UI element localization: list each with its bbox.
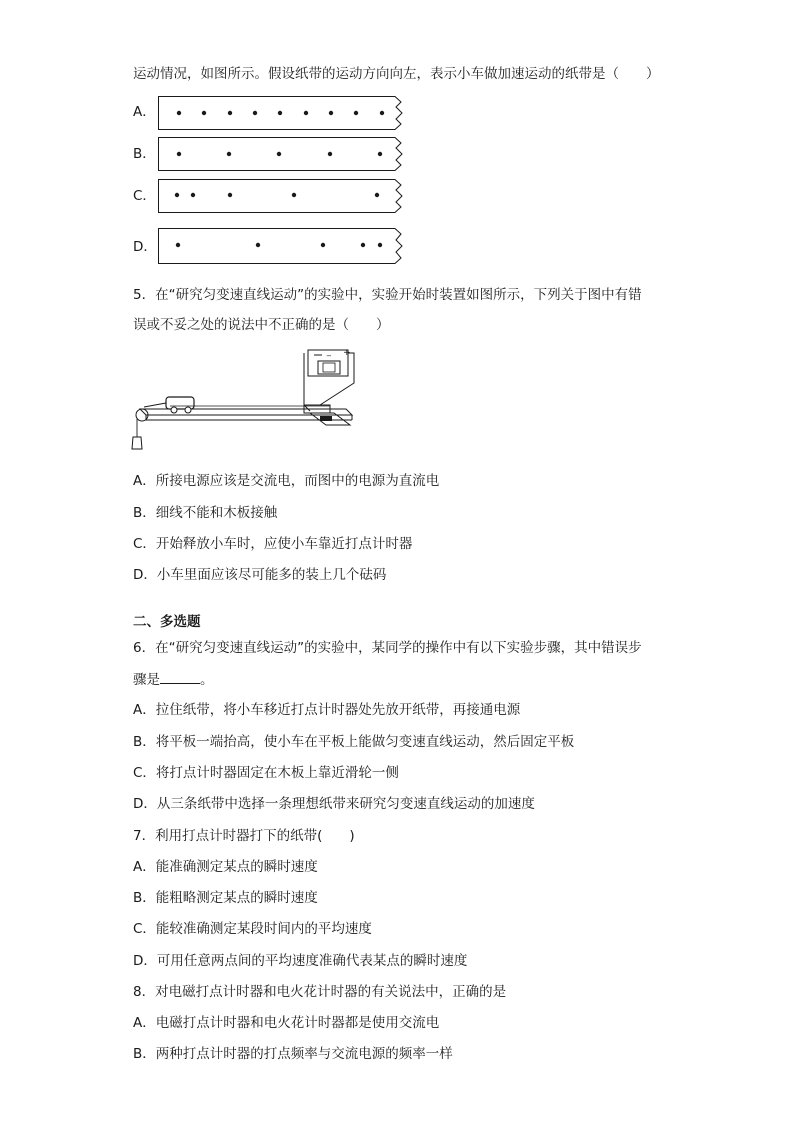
tape-dot: [277, 152, 281, 156]
tape-c-figure: [158, 177, 410, 213]
q8-stem: 8．对电磁打点计时器和电火花计时器的有关说法中，正确的是: [133, 984, 507, 1000]
q5-option-a: A．所接电源应该是交流电，而图中的电源为直流电: [133, 473, 440, 489]
section-title-multiple-choice: 二、多选题: [133, 614, 201, 630]
q7-option-d: D．可用任意两点间的平均速度准确代表某点的瞬时速度: [133, 953, 468, 969]
tape-dot: [328, 152, 332, 156]
tape-dot: [278, 111, 282, 115]
tape-dot: [361, 243, 365, 247]
tape-dot: [378, 152, 382, 156]
tape-dot: [378, 243, 382, 247]
q6-stem-prefix: 骤是: [133, 672, 160, 688]
tape-dot: [304, 111, 308, 115]
q4-stem: 运动情况，如图所示。假设纸带的运动方向向左，表示小车做加速运动的纸带是（ ）: [133, 66, 660, 82]
q4-option-a-label: A．: [133, 104, 156, 120]
tape-c-outline: [159, 180, 403, 213]
tape-dot: [292, 193, 296, 197]
tape-dot: [354, 111, 358, 115]
q6-option-a: A．拉住纸带，将小车移近打点计时器处先放开纸带，再接通电源: [133, 702, 521, 718]
q5-option-d: D．小车里面应该尽可能多的装上几个砝码: [133, 567, 387, 583]
tape-dot: [177, 152, 181, 156]
q6-option-b: B．将平板一端抬高，使小车在平板上能做匀变速直线运动，然后固定平板: [133, 734, 575, 750]
q5-option-c: C．开始释放小车时，应使小车靠近打点计时器: [133, 536, 413, 552]
q4-option-b-label: B．: [133, 146, 156, 162]
q5-stem-line1: 5．在“研究匀变速直线运动”的实验中，实验开始时装置如图所示，下列关于图中有错: [133, 287, 642, 303]
q6-stem-line1: 6．在“研究匀变速直线运动”的实验中，某同学的操作中有以下实验步骤，其中错误步: [133, 640, 642, 656]
q6-option-d: D．从三条纸带中选择一条理想纸带来研究匀变速直线运动的加速度: [133, 796, 535, 812]
q8-option-a: A．电磁打点计时器和电火花计时器都是使用交流电: [133, 1015, 440, 1031]
tape-dot: [375, 193, 379, 197]
q4-option-c-label: C．: [133, 188, 156, 204]
tape-dot: [329, 111, 333, 115]
tape-d-outline: [159, 229, 403, 264]
q5-option-b: B．细线不能和木板接触: [133, 505, 278, 521]
hanging-weight: [132, 437, 142, 449]
power-plus-terminal: +: [343, 348, 351, 358]
tape-dot: [202, 111, 206, 115]
tape-dot: [256, 243, 260, 247]
tape-dot: [321, 243, 325, 247]
q6-stem-suffix: 。: [200, 672, 214, 688]
power-minus-terminal: −: [326, 352, 332, 360]
tape-dot: [177, 111, 181, 115]
tape-a-figure: [158, 96, 410, 130]
q7-option-c: C．能较准确测定某段时间内的平均速度: [133, 921, 372, 937]
tape-dot: [253, 111, 257, 115]
tape-dot: [380, 111, 384, 115]
q7-option-b: B．能粗略测定某点的瞬时速度: [133, 890, 318, 906]
q7-stem: 7．利用打点计时器打下的纸带( ): [133, 828, 355, 844]
q8-option-b: B．两种打点计时器的打点频率与交流电源的频率一样: [133, 1046, 453, 1062]
q5-stem-line2: 误或不妥之处的说法中不正确的是（ ）: [133, 317, 390, 333]
experiment-apparatus-figure: [130, 345, 360, 460]
tape-dot: [228, 193, 232, 197]
q7-option-a: A．能准确测定某点的瞬时速度: [133, 859, 318, 875]
tape-dot: [228, 111, 232, 115]
tape-dot: [176, 243, 180, 247]
tape-dot: [191, 193, 195, 197]
answer-blank: [160, 669, 200, 684]
tape-dot: [175, 193, 179, 197]
q6-stem-line2: [133, 669, 214, 690]
q4-option-d-label: D．: [133, 239, 157, 255]
tape-d-figure: [158, 228, 410, 264]
q6-option-c: C．将打点计时器固定在木板上靠近滑轮一侧: [133, 765, 399, 781]
tape-dot: [227, 152, 231, 156]
tape-b-figure: [158, 137, 410, 171]
